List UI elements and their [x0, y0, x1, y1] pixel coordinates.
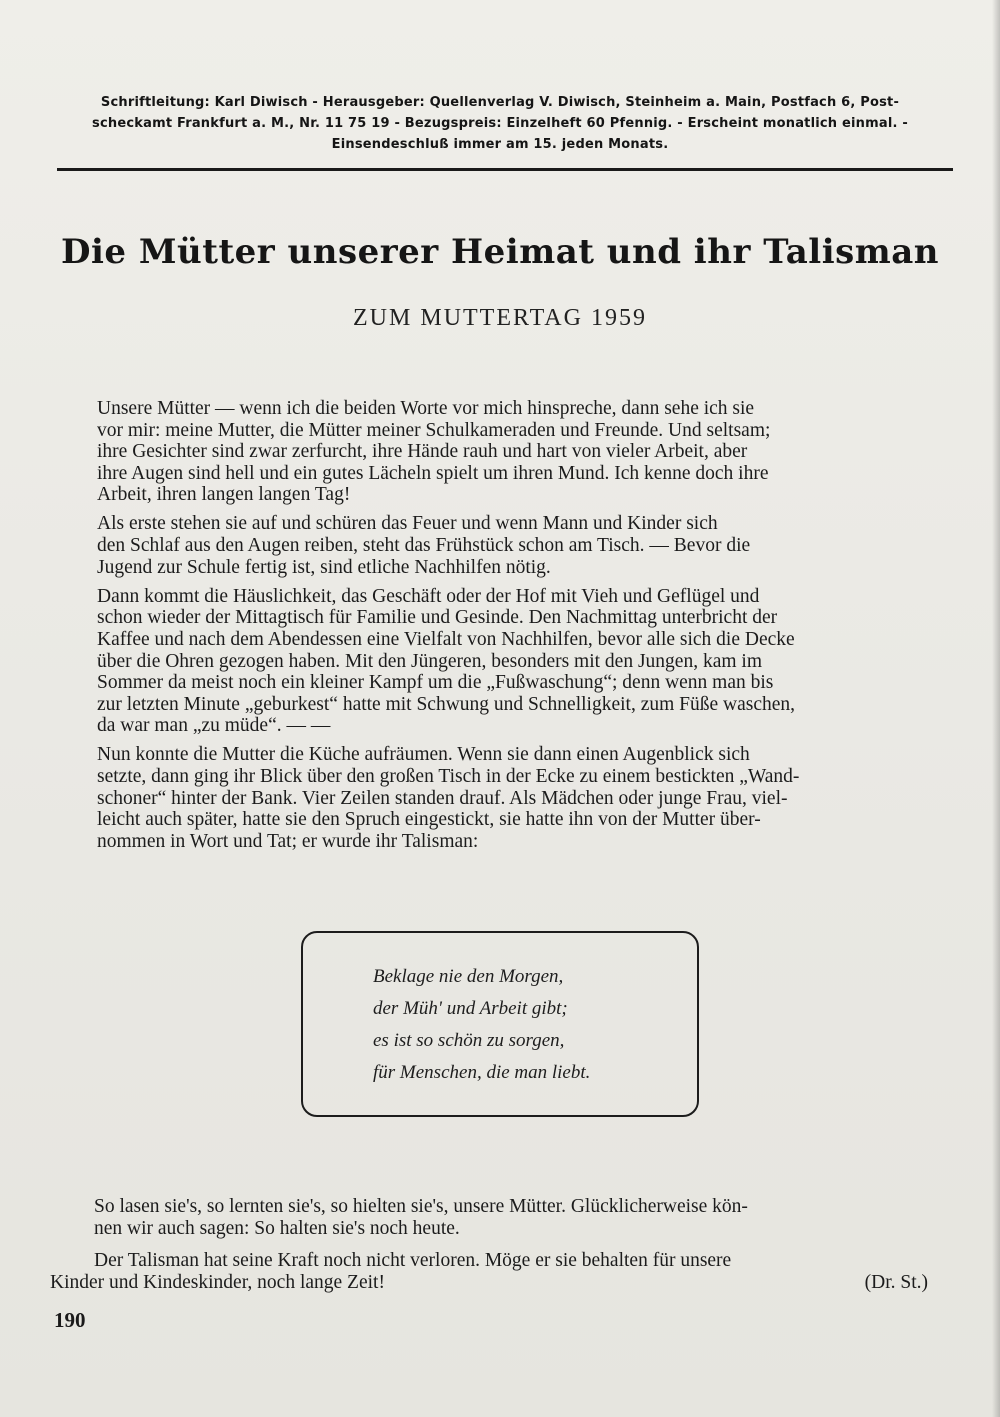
paragraph-line: ihre Gesichter sind zwar zerfurcht, ihre Hände rauh und hart von vieler Arbeit, aber [97, 441, 748, 463]
paragraph-line: Sommer da meist noch ein kleiner Kampf um die „Fußwaschung“; denn wenn man bis [97, 672, 774, 694]
masthead-imprint [60, 92, 940, 155]
paragraph-line: Arbeit, ihren langen langen Tag! [97, 484, 351, 506]
paragraph-line: Als erste stehen sie auf und schüren das Feuer und wenn Mann und Kinder sich [97, 513, 718, 535]
paragraph-line: ihre Augen sind hell und ein gutes Lächeln spielt um ihren Mund. Ich kenne doch ihre [97, 462, 769, 484]
paragraph-line: nommen in Wort und Tat; er wurde ihr Talisman: [97, 830, 479, 852]
paragraph-line: über die Ohren gezogen haben. Mit den Jüngeren, besonders mit den Jungen, kam im [97, 650, 762, 672]
paragraph-line: schon wieder der Mittagtisch für Familie und Gesinde. Den Nachmittag unterbricht der [97, 607, 778, 629]
article-subtitle: ZUM MUTTERTAG 1959 [353, 305, 647, 331]
masthead-line-3: Einsendeschluß immer am 15. jeden Monats. [331, 137, 669, 152]
paragraph-line: So lasen sie's, so lernten sie's, so hielten sie's, unsere Mütter. Glücklicherweise kön- [94, 1196, 748, 1217]
paragraph-line: Jugend zur Schule fertig ist, sind etliche Nachhilfen nötig. [97, 556, 551, 578]
paragraph-2 [50, 513, 952, 578]
masthead-line-1: Schriftleitung: Karl Diwisch - Herausgeber: Quellenverlag V. Diwisch, Steinheim a. Main, Postfach 6, Post- [100, 95, 900, 110]
closing-final-text: Kinder und Kindeskinder, noch lange Zeit! [50, 1272, 385, 1293]
paragraph-1 [50, 398, 952, 506]
page-edge-shadow [992, 0, 1000, 1417]
paragraph-line: zur letzten Minute „geburkest“ hatte mit Schwung und Schnelligkeit, zum Füße waschen, [97, 693, 796, 715]
closing-paragraph-1 [50, 1196, 952, 1240]
masthead-line-2: scheckamt Frankfurt a. M., Nr. 11 75 19 - Bezugspreis: Einzelheft 60 Pfennig. - Erscheint monatlich einmal. - [92, 116, 908, 131]
paragraph-line: Nun konnte die Mutter die Küche aufräumen. Wenn sie dann einen Augenblick sich [97, 744, 750, 766]
paragraph-line: leicht auch später, hatte sie den Spruch eingestickt, sie hatte ihn von der Mutter über- [97, 809, 761, 831]
closing-final-line [50, 1272, 952, 1294]
paragraph-line: da war man „zu müde“. — — [97, 715, 331, 737]
article-closing [50, 1196, 952, 1304]
paragraph-line: schoner“ hinter der Bank. Vier Zeilen standen drauf. Als Mädchen oder junge Frau, viel- [97, 787, 788, 809]
masthead-divider [57, 168, 953, 171]
closing-paragraph-2 [50, 1250, 952, 1294]
paragraph-3 [50, 586, 952, 737]
paragraph-line: nen wir auch sagen: So halten sie's noch heute. [94, 1218, 460, 1239]
article-title: Die Mütter unserer Heimat und ihr Talisman [61, 232, 939, 272]
author-signature: (Dr. St.) [864, 1272, 928, 1293]
paragraph-4 [50, 744, 952, 852]
paragraph-line: vor mir: meine Mutter, die Mütter meiner Schulkameraden und Freunde. Und seltsam; [97, 419, 771, 441]
page-number: 190 [54, 1308, 86, 1332]
verse-line-4: für Menschen, die man liebt. [373, 1062, 591, 1083]
article-body [50, 398, 952, 860]
paragraph-line: Kaffee und nach dem Abendessen eine Vielfalt von Nachhilfen, bevor alle sich die Decke [97, 628, 795, 650]
talisman-quote-box [301, 931, 699, 1117]
paragraph-line: den Schlaf aus den Augen reiben, steht das Frühstück schon am Tisch. — Bevor die [97, 535, 751, 557]
paragraph-line: setzte, dann ging ihr Blick über den großen Tisch in der Ecke zu einem bestickten „Wand- [97, 766, 800, 787]
paragraph-line: Unsere Mütter — wenn ich die beiden Worte vor mich hinspreche, dann sehe ich sie [97, 398, 755, 419]
paragraph-line: Der Talisman hat seine Kraft noch nicht verloren. Möge er sie behalten für unsere [94, 1250, 732, 1271]
verse-line-2: der Müh' und Arbeit gibt; [373, 998, 568, 1019]
talisman-verse [373, 961, 590, 1089]
verse-line-1: Beklage nie den Morgen, [373, 966, 564, 987]
paragraph-line: Dann kommt die Häuslichkeit, das Geschäft oder der Hof mit Vieh und Geflügel und [97, 585, 760, 607]
verse-line-3: es ist so schön zu sorgen, [373, 1030, 565, 1051]
